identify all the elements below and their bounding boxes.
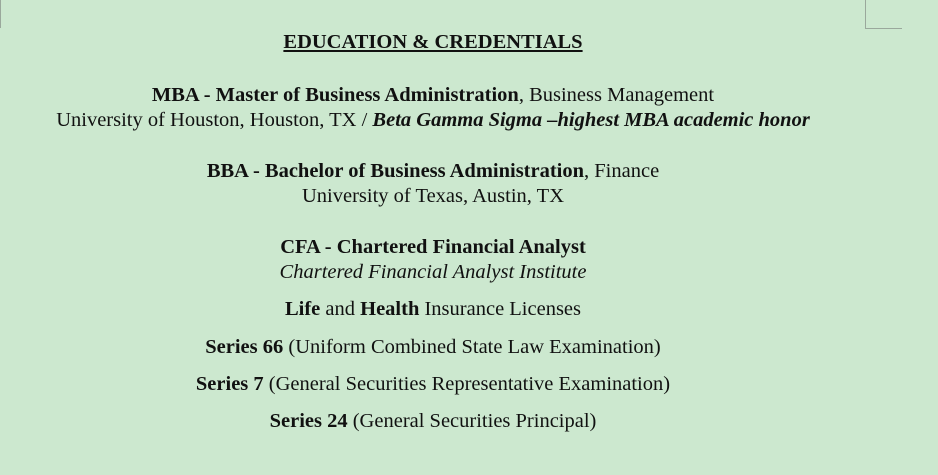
- series-desc: (General Securities Principal): [347, 410, 597, 432]
- series-name: Series 24: [269, 410, 348, 432]
- series-name: Series 66: [205, 336, 284, 358]
- bba-degree: BBA - Bachelor of Business Administration: [206, 160, 585, 182]
- life-label: Life: [284, 298, 321, 320]
- mba-school: University of Houston, Houston, TX /: [56, 109, 373, 131]
- mba-school-line: [0, 108, 866, 132]
- mba-degree: MBA - Master of Business Administration: [151, 84, 519, 106]
- section-title: EDUCATION & CREDENTIALS: [283, 31, 583, 53]
- series-24-line: [0, 409, 866, 433]
- cfa-institute: Chartered Financial Analyst Institute: [279, 261, 587, 283]
- series-name: Series 7: [195, 373, 264, 395]
- and-label: and: [320, 298, 361, 320]
- mba-degree-line: [0, 83, 866, 107]
- insurance-licenses: [0, 297, 866, 321]
- series-66-line: [0, 335, 866, 359]
- mba-field: , Business Management: [518, 84, 715, 106]
- series-7-line: [0, 372, 866, 396]
- cfa-title: CFA - Chartered Financial Analyst: [280, 236, 586, 258]
- mba-honor: Beta Gamma Sigma –highest MBA academic honor: [372, 109, 810, 131]
- series-desc: (General Securities Representative Examination): [263, 373, 671, 395]
- bba-degree-line: [0, 159, 866, 183]
- insurance-rest: Insurance Licenses: [419, 298, 582, 320]
- crop-mark-right: [865, 0, 902, 29]
- bba-field: , Finance: [584, 160, 660, 182]
- series-desc: (Uniform Combined State Law Examination): [283, 336, 661, 358]
- bba-school: University of Texas, Austin, TX: [301, 185, 564, 207]
- health-label: Health: [360, 298, 420, 320]
